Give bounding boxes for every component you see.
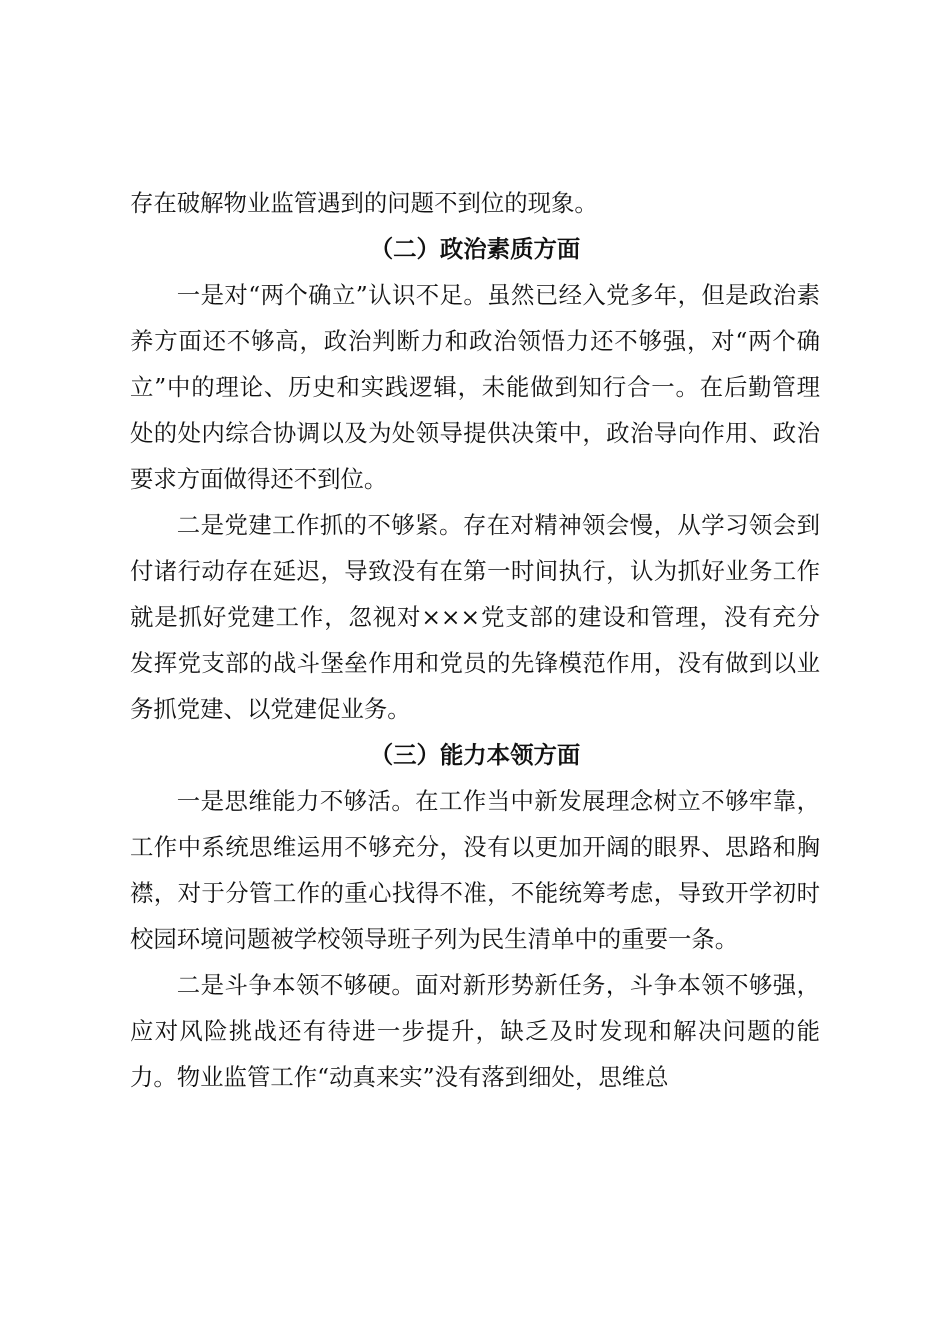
paragraph-struggle-ability: 二是斗争本领不够硬。面对新形势新任务，斗争本领不够强，应对风险挑战还有待进一步提升，缺乏及时发现和解决问题的能力。物业监管工作“动真来实”没有落到细处，思维总 <box>130 971 820 1091</box>
section-heading-political-quality: （二）政治素质方面 <box>369 235 581 263</box>
paragraph-continuation: 存在破解物业监管遇到的问题不到位的现象。 <box>130 189 598 217</box>
paragraph-two-establishments: 一是对“两个确立”认识不足。虽然已经入党多年，但是政治素养方面还不够高，政治判断力和政治领悟力还不够强，对“两个确立”中的理论、历史和实践逻辑，未能做到知行合一。在后勤管理处的处内综合协调以及为处领导提供决策中，政治导向作用、政治要求方面做得还不到位。 <box>130 281 820 493</box>
section-heading-ability: （三）能力本领方面 <box>369 741 581 769</box>
document-body <box>130 180 820 1100</box>
paragraph-party-building: 二是党建工作抓的不够紧。存在对精神领会慢，从学习领会到付诸行动存在延迟，导致没有在第一时间执行，认为抓好业务工作就是抓好党建工作，忽视对×××党支部的建设和管理，没有充分发挥党支部的战斗堡垒作用和党员的先锋模范作用，没有做到以业务抓党建、以党建促业务。 <box>130 511 820 723</box>
paragraph-thinking-ability: 一是思维能力不够活。在工作当中新发展理念树立不够牢靠，工作中系统思维运用不够充分，没有以更加开阔的眼界、思路和胸襟，对于分管工作的重心找得不准，不能统筹考虑，导致开学初时校园环境问题被学校领导班子列为民生清单中的重要一条。 <box>130 787 820 953</box>
